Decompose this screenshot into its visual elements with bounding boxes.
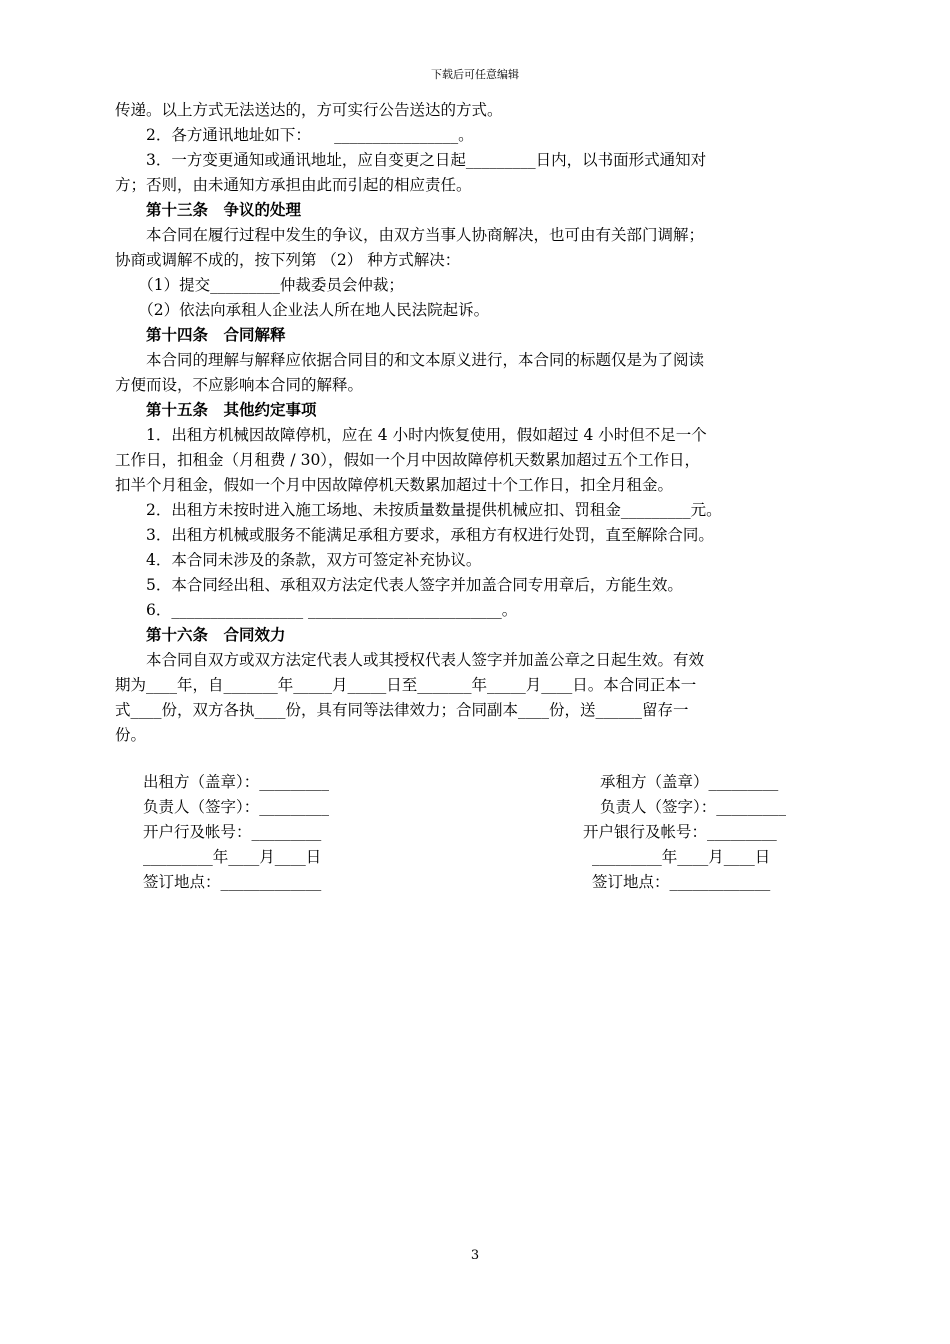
text-line: 1．出租方机械因故障停机，应在 4 小时内恢复使用，假如超过 4 小时但不足一个 [115, 426, 707, 444]
lessee-place-line: 签订地点：_____________ [592, 873, 771, 891]
text-line: 传递。以上方式无法送达的，方可实行公告送达的方式。 [115, 101, 503, 119]
text-line: 式____份，双方各执____份，具有同等法律效力；合同副本____份，送______留存一 [115, 701, 689, 719]
page-header: 下载后可任意编辑 [431, 68, 519, 81]
page-number: 3 [470, 1248, 480, 1263]
text-line: 本合同在履行过程中发生的争议，由双方当事人协商解决，也可由有关部门调解； [115, 226, 705, 244]
text-line: （2）依法向承租人企业法人所在地人民法院起诉。 [115, 301, 490, 319]
text-line: 5．本合同经出租、承租双方法定代表人签字并加盖合同专用章后，方能生效。 [115, 576, 683, 594]
lessor-seal-line: 出租方（盖章）：_________ [143, 773, 330, 791]
text-line: 工作日，扣租金（月租费 / 30），假如一个月中因故障停机天数累加超过五个工作日， [115, 451, 701, 469]
text-line: 6．_________________ _________________________。 [115, 601, 518, 619]
text-line: 协商或调解不成的，按下列第 （2） 种方式解决： [115, 251, 461, 269]
text-line: 4．本合同未涉及的条款，双方可签定补充协议。 [115, 551, 482, 569]
lessor-place-line: 签订地点：_____________ [143, 873, 322, 891]
lessee-bank-line: 开户银行及帐号：_________ [583, 823, 777, 841]
text-line: （1）提交_________仲裁委员会仲裁； [115, 276, 404, 294]
text-line: 本合同自双方或双方法定代表人或其授权代表人签字并加盖公章之日起生效。有效 [115, 651, 705, 669]
lessee-seal-line: 承租方（盖章）_________ [600, 773, 779, 791]
text-line: 份。 [115, 726, 147, 744]
text-line: 期为____年，自_______年_____月_____日至_______年_____月____日。本合同正本一 [115, 676, 697, 694]
lessee-date-line: _________年____月____日 [592, 848, 771, 866]
text-line: 方；否则，由未通知方承担由此而引起的相应责任。 [115, 176, 472, 194]
article-16-heading: 第十六条 合同效力 [115, 625, 286, 644]
text-line: 3．一方变更通知或通讯地址，应自变更之日起_________日内，以书面形式通知对 [115, 151, 707, 169]
text-line: 2．出租方未按时进入施工场地、未按质量数量提供机械应扣、罚租金_________元。 [115, 501, 722, 519]
lessor-date-line: _________年____月____日 [143, 848, 322, 866]
text-line: 扣半个月租金，假如一个月中因故障停机天数累加超过十个工作日，扣全月租金。 [115, 476, 674, 494]
article-13-heading: 第十三条 争议的处理 [115, 200, 302, 219]
article-15-heading: 第十五条 其他约定事项 [115, 400, 317, 419]
lessor-bank-line: 开户行及帐号：_________ [143, 823, 322, 841]
lessee-signatory-line: 负责人（签字）：_________ [600, 798, 787, 816]
text-line: 3．出租方机械或服务不能满足承租方要求，承租方有权进行处罚，直至解除合同。 [115, 526, 714, 544]
text-line: 2．各方通讯地址如下： ________________。 [115, 126, 474, 144]
lessor-signatory-line: 负责人（签字）：_________ [143, 798, 330, 816]
text-line: 本合同的理解与解释应依据合同目的和文本原义进行，本合同的标题仅是为了阅读 [115, 351, 705, 369]
text-line: 方便而设，不应影响本合同的解释。 [115, 376, 364, 394]
article-14-heading: 第十四条 合同解释 [115, 325, 286, 344]
